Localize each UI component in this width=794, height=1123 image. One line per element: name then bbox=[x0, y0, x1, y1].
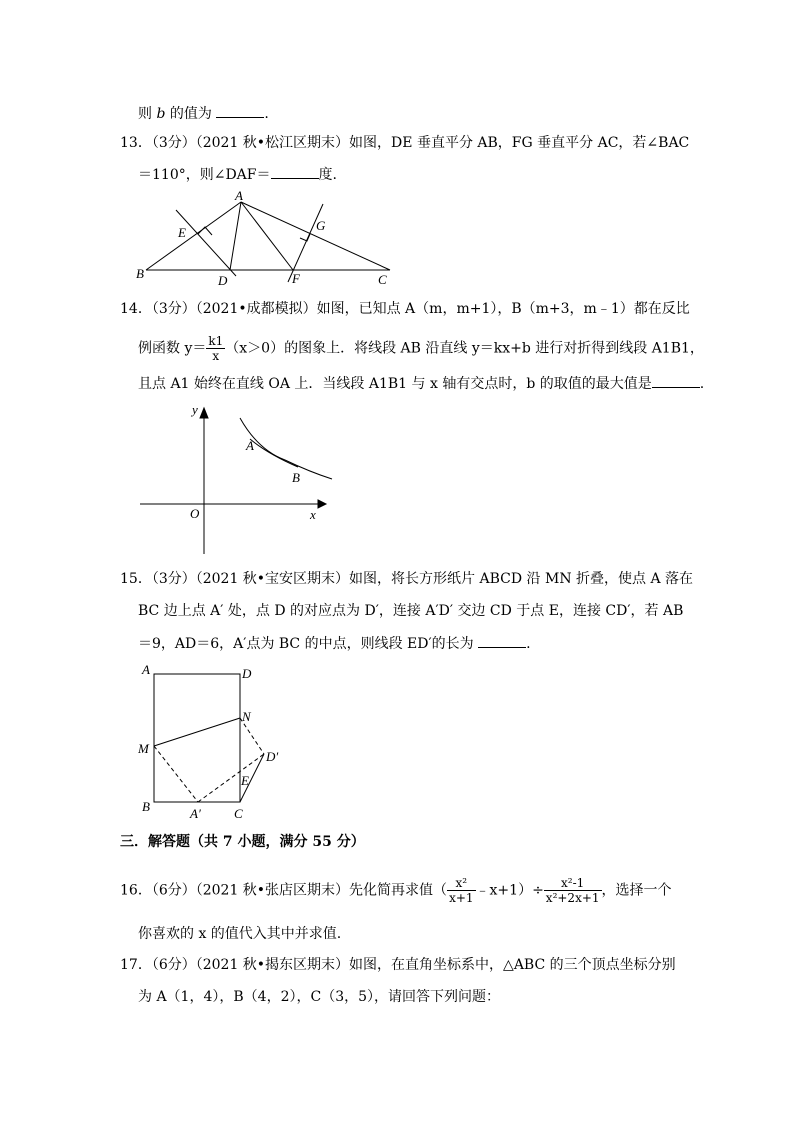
label-E: E bbox=[241, 773, 249, 788]
q14-line1: 14．（3分）（2021•成都模拟）如图，已知点 A（m，m+1），B（m+3，m﹣1）都在反比 bbox=[120, 301, 690, 317]
q15-line1: 15．（3分）（2021 秋•宝安区期末）如图，将长方形纸片 ABCD 沿 MN 折叠，使点 A 落在 bbox=[120, 571, 694, 587]
q16-line1: 16．（6分）（2021 秋•张店区期末）先化简再求值（ $\frac{\text{x²}}{x+1}$ ﹣x+1）÷ $\frac{\text{x²-1}}{\text{x²+2x+1}}$ ，选择一个 bbox=[120, 876, 672, 905]
segment-AD bbox=[230, 202, 241, 270]
label-D-prime: D′ bbox=[266, 749, 279, 764]
label-A-prime: A′ bbox=[190, 806, 201, 821]
q16-line2: 你喜欢的 x 的值代入其中并求值. bbox=[138, 926, 342, 942]
label-B: B bbox=[142, 799, 150, 814]
rectangle-ABCD bbox=[154, 674, 240, 802]
q14-line2: 例函数 y＝ $\frac{k1}{x}$ （x＞0）的图象上．将线段 AB 沿直线 y＝kx+b 进行对折得到线段 A1B1， bbox=[138, 334, 704, 363]
right-angle-G bbox=[300, 234, 310, 241]
answer-blank bbox=[652, 373, 700, 388]
x-axis-arrow bbox=[318, 500, 326, 508]
q17-line2: 为 A（1，4），B（4，2），C（3，5），请回答下列问题： bbox=[138, 989, 501, 1005]
fold-line-MN bbox=[154, 718, 240, 746]
label-M: M bbox=[138, 741, 149, 756]
segment-AF bbox=[241, 202, 293, 270]
label-x: x bbox=[310, 507, 316, 522]
dashed-MA-prime bbox=[154, 746, 198, 802]
q13-figure bbox=[132, 190, 392, 290]
label-A: A bbox=[142, 662, 150, 677]
segment-AC bbox=[241, 202, 390, 270]
q13-line1: 13．（3分）（2021 秋•松江区期末）如图，DE 垂直平分 AB，FG 垂直平分 AC，若∠BAC bbox=[120, 135, 690, 151]
label-A: A bbox=[246, 438, 254, 453]
fraction-x2-minus-1-over-x2-plus-2x-plus-1: $\frac{\text{x²-1}}{\text{x²+2x+1}}$ bbox=[545, 876, 600, 905]
q15-figure bbox=[138, 660, 298, 825]
q13-line2: ＝110°，则∠DAF＝ 度. bbox=[138, 164, 337, 185]
y-axis-arrow bbox=[200, 408, 208, 418]
label-D: D bbox=[242, 666, 252, 681]
q15-line2: BC 边上点 A′ 处，点 D 的对应点为 D′，连接 A′D′ 交边 CD 于点 E，连接 CD′，若 AB bbox=[138, 603, 684, 619]
line-DE bbox=[176, 210, 236, 276]
dashed-A-prime-D-prime bbox=[198, 754, 264, 802]
q14-line3: 且点 A1 始终在直线 OA 上．当线段 A1B1 与 x 轴有交点时，b 的取值的最大值是 . bbox=[138, 373, 704, 394]
label-B: B bbox=[292, 470, 300, 485]
label-D: D bbox=[218, 273, 228, 288]
label-N: N bbox=[242, 709, 251, 724]
q15-line3: ＝9，AD＝6，A′点为 BC 的中点，则线段 ED′的长为 . bbox=[138, 633, 531, 654]
label-E: E bbox=[178, 225, 186, 240]
segment-AB bbox=[146, 202, 241, 270]
answer-blank bbox=[478, 633, 526, 648]
answer-blank bbox=[216, 103, 264, 118]
label-y: y bbox=[192, 402, 198, 417]
fraction-k1-over-x: $\frac{k1}{x}$ bbox=[208, 334, 224, 363]
q12-tail: 则 b 的值为 . bbox=[138, 103, 269, 124]
label-F: F bbox=[292, 271, 300, 286]
label-B: B bbox=[136, 266, 144, 281]
fraction-x2-over-x-plus-1: $\frac{\text{x²}}{x+1}$ bbox=[449, 876, 474, 905]
answer-blank bbox=[271, 164, 319, 179]
label-O: O bbox=[190, 506, 200, 521]
q17-line1: 17．（6分）（2021 秋•揭东区期末）如图，在直角坐标系中，△ABC 的三个顶点坐标分别 bbox=[120, 957, 676, 973]
label-G: G bbox=[316, 218, 326, 233]
label-A: A bbox=[235, 190, 243, 203]
label-C: C bbox=[378, 272, 387, 287]
q14-figure bbox=[140, 402, 340, 557]
label-C: C bbox=[234, 806, 243, 821]
section-heading: 三．解答题（共 7 小题，满分 55 分） bbox=[120, 834, 365, 850]
